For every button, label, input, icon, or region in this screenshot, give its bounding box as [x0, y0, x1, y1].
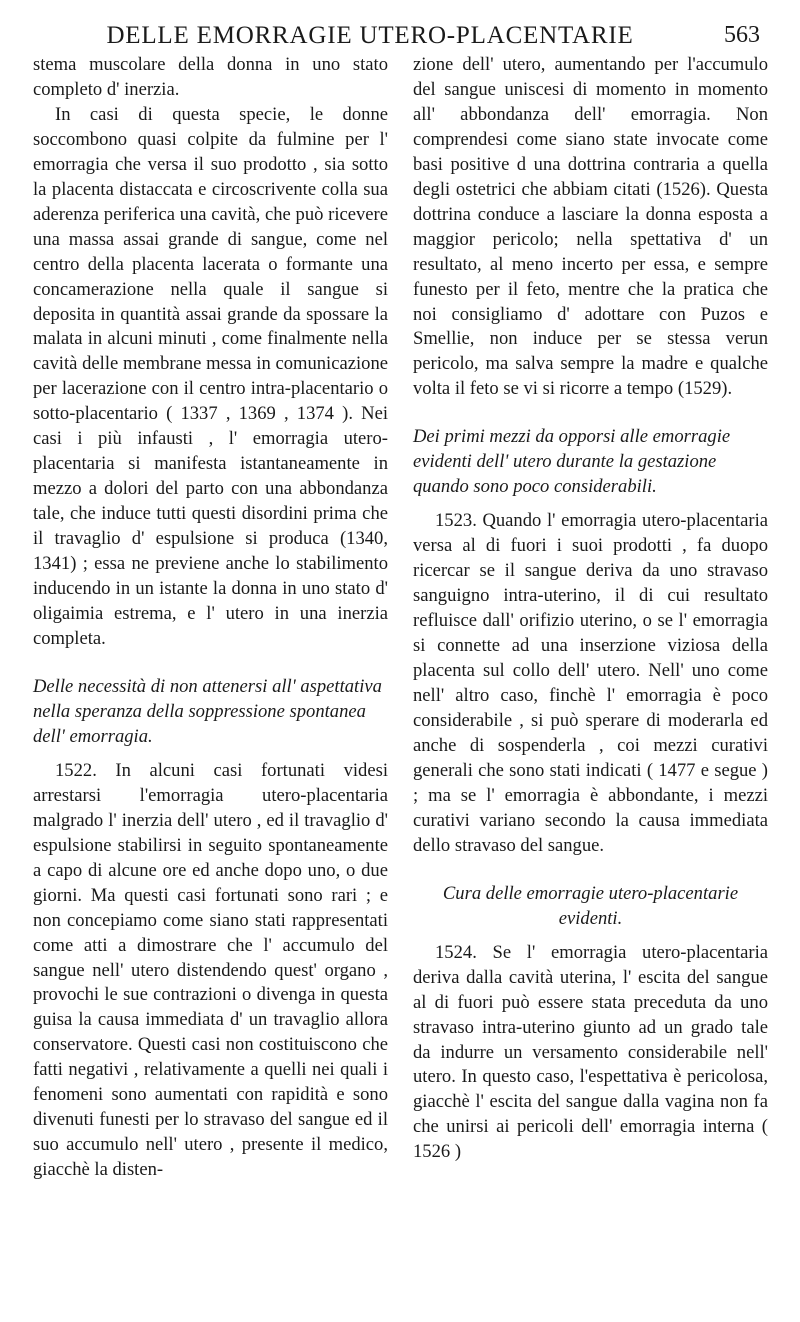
section-heading: Delle necessità di non attenersi all' aspettativa nella speranza della soppressione spontanea dell' emorragia.	[33, 675, 382, 747]
paragraph: 1524. Se l' emorragia utero-placentaria deriva dalla cavità uterina, l' escita del sangue al di fuori può essere stata preceduta da uno stravaso intra-uterino giunto ad un grado tale da indurre un versamento considerabile nell' utero. In questo caso, l'espettativa è pericolosa, giacchè l' escita del sangue dalla vagina non fa che unirsi ai pericoli dell' emorragia interna ( 1526 )	[413, 941, 768, 1163]
paragraph: 1523. Quando l' emorragia utero-placentaria versa al di fuori i suoi prodotti , fa duopo ricercar se il sangue deriva da uno stravaso sanguigno intra-uterino, il di cui resultato refluisce dall' orifizio uterino, o se l' emorragia si connette ad una inserzione viziosa della placenta sul collo dell' utero. Nell' uno come nell' altro caso, finchè l' emorragia è poco considerabile , si può sperare di moderarla ed anche di sospenderla , coi mezzi curativi generali che sono stati indicati ( 1477 e segue ) ; ma se l' emorragia è abbondante, i mezzi curativi variano secondo la causa immediata dello stravaso del sangue.	[413, 510, 768, 856]
section-heading: Cura delle emorragie utero-placentarie evidenti.	[442, 882, 739, 929]
paragraph: In casi di questa specie, le donne soccombono quasi colpite da fulmine per l' emorragia che versa il suo prodotto , sia sotto la placenta distaccata e circoscrivente colla sua aderenza periferica una cavità, che può ricevere una massa assai grande di sangue, come nel centro della placenta lacerata o formante una concamerazione nella quale il sangue si deposita in quantità assai grande da spossare la malata in alcuni minuti , come finalmente nella cavità delle membrane messa in comunicazione per lacerazione con il centro intra-placentario o sotto-placentario ( 1337 , 1369 , 1374 ). Nei casi i più infausti , l' emorragia utero-placentaria si manifesta istantaneamente in mezzo a dolori del parto con una abbondanza tale, che induce tutti questi disordini prima che il travaglio d' espulsione si produca (1340, 1341) ; essa ne previene anche lo stabilimento inducendo in un istante la donna in uno stato d' oligaimia estrema, e l' utero in una inerzia completa.	[33, 103, 388, 649]
running-title: DELLE EMORRAGIE UTERO-PLACENTARIE	[106, 22, 634, 49]
page-header	[40, 12, 760, 52]
section-heading: Dei primi mezzi da opporsi alle emorragie evidenti dell' utero durante la gestazione quando sono poco considerabili.	[413, 426, 731, 498]
left-column	[33, 53, 388, 1183]
right-column	[413, 53, 768, 1165]
page-number: 563	[724, 22, 760, 48]
paragraph: stema muscolare della donna in uno stato completo d' inerzia.	[33, 54, 388, 100]
paragraph: 1522. In alcuni casi fortunati videsi arrestarsi l'emorragia utero-placentaria malgrado l' inerzia dell' utero , ed il travaglio d' espulsione stabilirsi in seguito spontaneamente a capo di alcune ore ed anche dopo uno, o due giorni. Ma questi casi fortunati sono rari ; e non concepiamo come siano stati rappresentati come atti a dimostrare che l' accumulo del sangue nell' utero distendendo quest' organo , provochi le sue contrazioni o divenga in questa guisa la causa immediata d' un travaglio allora conservatore. Questi casi non costituiscono che fatti negativi , relativamente a quelli nei quali i fenomeni sono aumentati con rapidità e sono divenuti funesti per lo stravaso del sangue ed il suo accumulo nell' utero , presente il medico, giacchè la disten-	[33, 759, 388, 1181]
paragraph: zione dell' utero, aumentando per l'accumulo del sangue uniscesi di momento in momento all' abbondanza dell' emorragia. Non comprendesi come siano state invocate come basi positive d una dottrina contraria a quella degli ostetrici che abbiam citati (1526). Questa dottrina conduce a lasciare la donna esposta a maggior pericolo; nella spettativa d' un resultato, al meno incerto per essa, e sempre funesto per il feto, mentre che la pratica che noi consigliamo d' adottare con Puzos e Smellie, non induce per se stessa verun pericolo, ma salva sempre la madre e qualche volta il feto se vi si ricorre a tempo (1529).	[413, 54, 768, 400]
